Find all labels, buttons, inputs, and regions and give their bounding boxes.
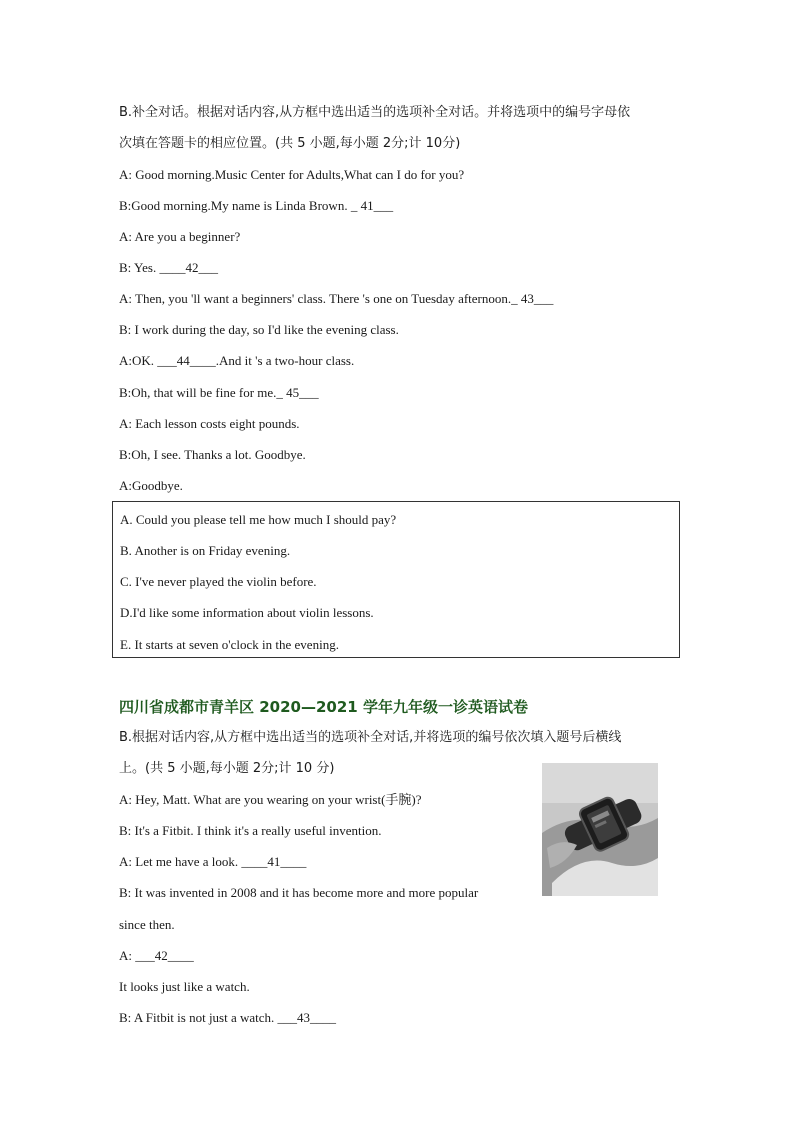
option-a: A. Could you please tell me how much I should pay? [120, 512, 397, 527]
dialogue-line: A: Let me have a look. ____41____ [119, 854, 307, 869]
dialogue-line: A: ___42____ [119, 948, 194, 963]
dialogue-line: A:Goodbye. [119, 478, 183, 493]
dialogue-line: B: It's a Fitbit. I think it's a really useful invention. [119, 823, 382, 838]
dialogue-line: A: Good morning.Music Center for Adults,What can I do for you? [119, 167, 465, 182]
options-box [112, 501, 680, 658]
dialogue-line: B:Oh, that will be fine for me._ 45___ [119, 385, 319, 400]
dialogue-line: since then. [119, 917, 175, 932]
dialogue-line: B: A Fitbit is not just a watch. ___43____ [119, 1010, 337, 1025]
option-c: C. I've never played the violin before. [120, 574, 317, 589]
section2-instruction-line2: 上。(共 5 小题,每小题 2分;计 10 分) [119, 761, 335, 776]
option-d: D.I'd like some information about violin lessons. [120, 605, 374, 620]
dialogue-line: B:Good morning.My name is Linda Brown. _ 41___ [119, 198, 394, 213]
section1-instruction-line2: 次填在答题卡的相应位置。(共 5 小题,每小题 2分;计 10分) [119, 136, 461, 151]
section1-instruction-line1: B.补全对话。根据对话内容,从方框中选出适当的选项补全对话。并将选项中的编号字母依 [119, 105, 631, 120]
dialogue-line: B: I work during the day, so I'd like the evening class. [119, 322, 399, 337]
option-b: B. Another is on Friday evening. [120, 543, 291, 558]
dialogue-line: It looks just like a watch. [119, 979, 250, 994]
dialogue-line: B: It was invented in 2008 and it has become more and more popular [119, 885, 479, 900]
fitbit-wrist-photo [542, 763, 658, 896]
dialogue-line: A: Hey, Matt. What are you wearing on your wrist(手腕)? [119, 792, 422, 807]
dialogue-line: B:Oh, I see. Thanks a lot. Goodbye. [119, 447, 306, 462]
section2-instruction-line1: B.根据对话内容,从方框中选出适当的选项补全对话,并将选项的编号依次填入题号后横线 [119, 730, 622, 745]
dialogue-line: A: Each lesson costs eight pounds. [119, 416, 300, 431]
option-e: E. It starts at seven o'clock in the evening. [120, 637, 339, 652]
dialogue-line: B: Yes. ____42___ [119, 260, 218, 275]
dialogue-line: A: Then, you 'll want a beginners' class. There 's one on Tuesday afternoon._ 43___ [119, 291, 554, 306]
dialogue-line: A: Are you a beginner? [119, 229, 241, 244]
section2-heading: 四川省成都市青羊区 2020—2021 学年九年级一诊英语试卷 [119, 698, 528, 716]
dialogue-line: A:OK. ___44____.And it 's a two-hour class. [119, 353, 355, 368]
